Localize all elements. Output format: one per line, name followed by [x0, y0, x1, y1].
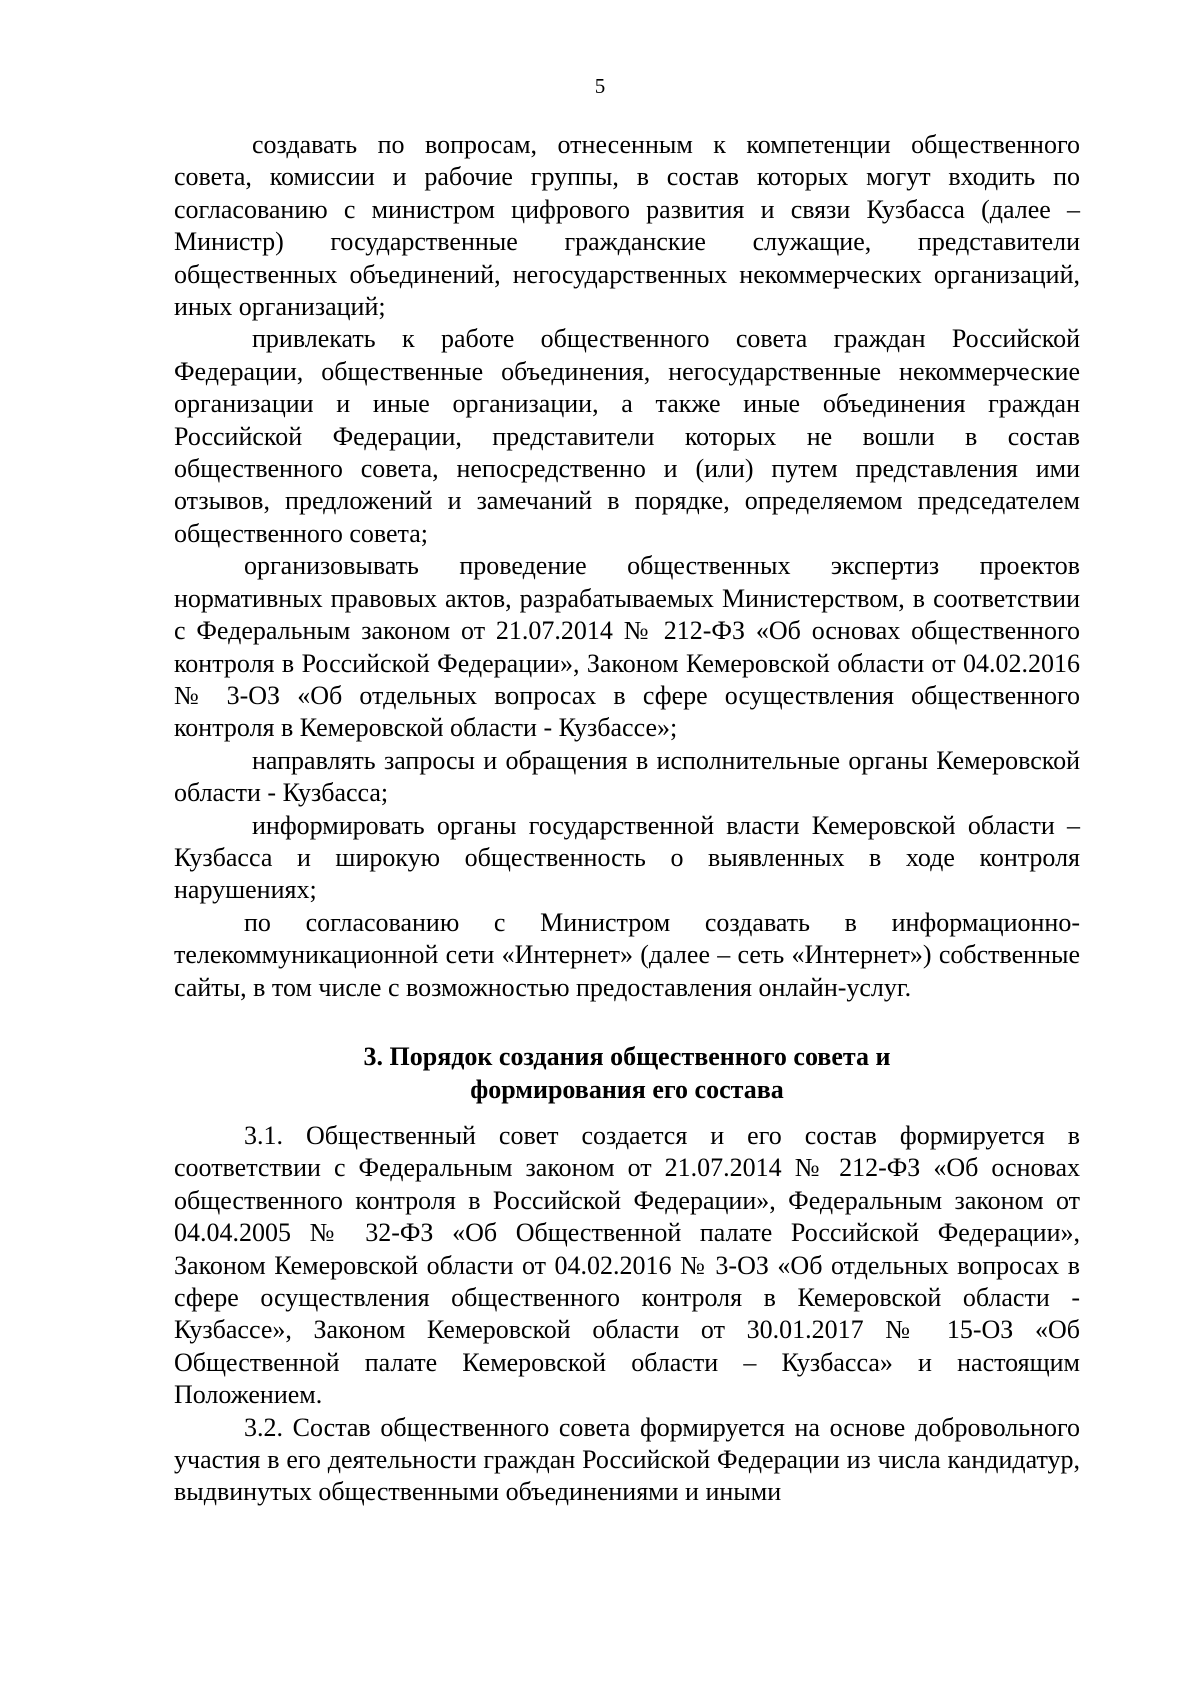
- paragraph-inform-authorities: информировать органы государственной власти Кемеровской области – Кузбасса и широкую общественность о выявленных в ходе контроля нарушениях;: [174, 810, 1080, 905]
- paragraph-3-2: 3.2. Состав общественного совета формируется на основе добровольного участия в его деятельности граждан Российской Федерации из числа кандидатур, выдвинутых общественными объединениями и иными: [174, 1412, 1080, 1507]
- paragraph-organize-expertise: организовывать проведение общественных экспертиз проектов нормативных правовых актов, разрабатываемых Министерством, в соответствии с Федеральным законом от 21.07.2014 № 212-ФЗ «Об основах общественного контроля в Российской Федерации», Законом Кемеровской области от 04.02.2016 № 3-ОЗ «Об отдельных вопросах в сфере осуществления общественного контроля в Кемеровской области - Кузбассе»;: [174, 551, 1080, 743]
- section-heading-line-2: формирования его состава: [470, 1074, 784, 1104]
- paragraph-create-commissions: создавать по вопросам, отнесенным к компетенции общественного совета, комиссии и рабочие группы, в состав которых могут входить по согласованию с министром цифрового развития и связи Кузбасса (далее – Министр) государственные гражданские служащие, представители общественных объединений, негосударственных некоммерческих организаций, иных организаций;: [174, 130, 1080, 322]
- paragraph-involve-citizens: привлекать к работе общественного совета граждан Российской Федерации, общественные объединения, негосударственные некоммерческие организации и иные организации, а также иные объединения граждан Российской Федерации, представители которых не вошли в состав общественного совета, непосредственно и (или) путем представления ими отзывов, предложений и замечаний в порядке, определяемом председателем общественного совета;: [174, 324, 1080, 548]
- page-number: 5: [594, 74, 606, 98]
- section-heading-line-1: 3. Порядок создания общественного совета и: [363, 1041, 891, 1071]
- section-heading: [174, 1040, 1080, 1106]
- paragraph-3-1: 3.1. Общественный совет создается и его состав формируется в соответствии с Федеральным законом от 21.07.2014 № 212-ФЗ «Об основах общественного контроля в Российской Федерации», Федеральным законом от 04.04.2005 № 32-ФЗ «Об Общественной палате Российской Федерации», Законом Кемеровской области от 04.02.2016 № 3-ОЗ «Об отдельных вопросах в сфере осуществления общественного контроля в Кемеровской области - Кузбассе», Законом Кемеровской области от 30.01.2017 № 15-ОЗ «Об Общественной палате Кемеровской области – Кузбасса» и настоящим Положением.: [174, 1120, 1080, 1410]
- paragraph-create-websites: по согласованию с Министром создавать в информационно-телекоммуникационной сети «Интернет» (далее – сеть «Интернет») собственные сайты, в том числе с возможностью предоставления онлайн-услуг.: [174, 907, 1080, 1002]
- paragraph-send-requests: направлять запросы и обращения в исполнительные органы Кемеровской области - Кузбасса;: [174, 745, 1080, 808]
- document-body: [174, 129, 1080, 1509]
